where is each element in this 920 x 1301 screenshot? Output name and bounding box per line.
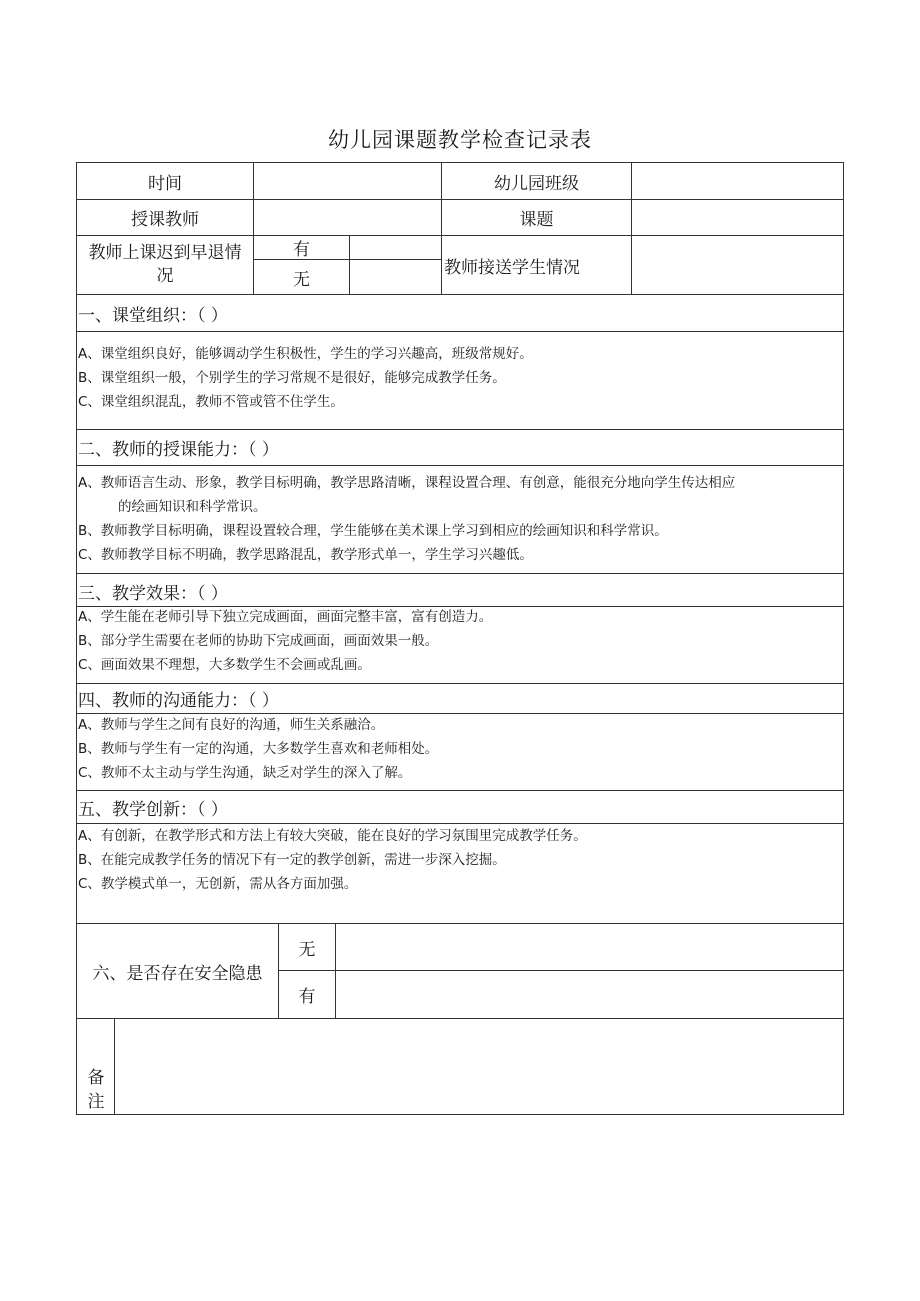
safety-yes-field[interactable] xyxy=(336,971,843,1018)
pickup-value-field[interactable] xyxy=(632,236,843,294)
section-3-option-b: B、部分学生需要在老师的协助下完成画面，画面效果一般。 xyxy=(78,633,439,649)
topic-value-field[interactable] xyxy=(632,200,843,235)
section-3-option-c: C、画面效果不理想，大多数学生不会画或乱画。 xyxy=(78,657,371,673)
pickup-label: 教师接送学生情况 xyxy=(444,257,580,278)
teacher-label: 授课教师 xyxy=(131,210,199,230)
safety-label: 六、是否存在安全隐患 xyxy=(92,963,263,984)
section-5-options xyxy=(78,824,838,896)
safety-no-label: 无 xyxy=(298,939,316,960)
section-4-option-a: A、教师与学生之间有良好的沟通，师生关系融洽。 xyxy=(78,717,385,733)
safety-no-field[interactable] xyxy=(336,924,843,970)
section-2-option-a: A、教师语言生动、形象，教学目标明确，教学思路清晰，课程设置合理、有创意，能很充分地向学生传达相应 xyxy=(78,475,736,491)
class-value-field[interactable] xyxy=(632,163,843,199)
section-4-options xyxy=(78,713,838,785)
section-1-option-b: B、课堂组织一般，个别学生的学习常规不是很好，能够完成教学任务。 xyxy=(78,370,506,386)
class-label: 幼儿园班级 xyxy=(494,173,579,194)
late-yes-label: 有 xyxy=(293,240,310,260)
section-2-option-a-cont: 的绘画知识和科学常识。 xyxy=(118,499,267,515)
late-early-label xyxy=(77,236,253,294)
time-value-field[interactable] xyxy=(254,163,441,199)
section-5-option-c: C、教学模式单一，无创新，需从各方面加强。 xyxy=(78,876,358,892)
remarks-label-char1: 备 xyxy=(87,1068,105,1088)
late-early-label-line2: 况 xyxy=(156,266,174,286)
section-3-heading: 三、教学效果：（ ） xyxy=(78,583,228,604)
section-5-option-a: A、有创新，在教学形式和方法上有较大突破，能在良好的学习氛围里完成教学任务。 xyxy=(78,828,587,844)
section-3-option-a: A、学生能在老师引导下独立完成画面，画面完整丰富，富有创造力。 xyxy=(78,609,493,625)
remarks-field[interactable] xyxy=(115,1019,843,1114)
section-1-heading: 一、课堂组织：（ ） xyxy=(78,305,228,326)
section-4-option-c: C、教师不太主动与学生沟通，缺乏对学生的深入了解。 xyxy=(78,765,412,781)
section-3-options xyxy=(78,605,838,677)
section-1-options xyxy=(78,342,838,414)
remarks-label-char2: 注 xyxy=(87,1092,105,1112)
time-label: 时间 xyxy=(148,173,182,194)
section-1-option-a: A、课堂组织良好，能够调动学生积极性，学生的学习兴趣高，班级常规好。 xyxy=(78,346,533,362)
late-early-label-line1: 教师上课迟到早退情 xyxy=(88,243,242,263)
page-title: 幼儿园课题教学检查记录表 xyxy=(328,128,592,152)
section-5-heading: 五、教学创新：（ ） xyxy=(78,799,228,820)
section-4-option-b: B、教师与学生有一定的沟通，大多数学生喜欢和老师相处。 xyxy=(78,741,439,757)
section-2-option-c: C、教师教学目标不明确，教学思路混乱，教学形式单一，学生学习兴趣低。 xyxy=(78,547,533,563)
topic-label: 课题 xyxy=(519,210,554,230)
late-yes-field[interactable] xyxy=(350,236,441,259)
section-4-heading: 四、教师的沟通能力：（ ） xyxy=(78,691,279,711)
section-2-option-b: B、教师教学目标明确，课程设置较合理，学生能够在美术课上学习到相应的绘画知识和科学常识。 xyxy=(78,523,668,539)
section-2-options xyxy=(78,471,838,567)
teacher-value-field[interactable] xyxy=(254,200,441,235)
late-no-field[interactable] xyxy=(350,260,441,294)
remarks-label xyxy=(77,1066,115,1114)
section-2-heading: 二、教师的授课能力：（ ） xyxy=(78,440,279,460)
section-1-option-c: C、课堂组织混乱，教师不管或管不住学生。 xyxy=(78,394,344,410)
section-5-option-b: B、在能完成教学任务的情况下有一定的教学创新，需进一步深入挖掘。 xyxy=(78,852,506,868)
safety-yes-label: 有 xyxy=(298,987,316,1007)
late-no-label: 无 xyxy=(293,269,310,290)
